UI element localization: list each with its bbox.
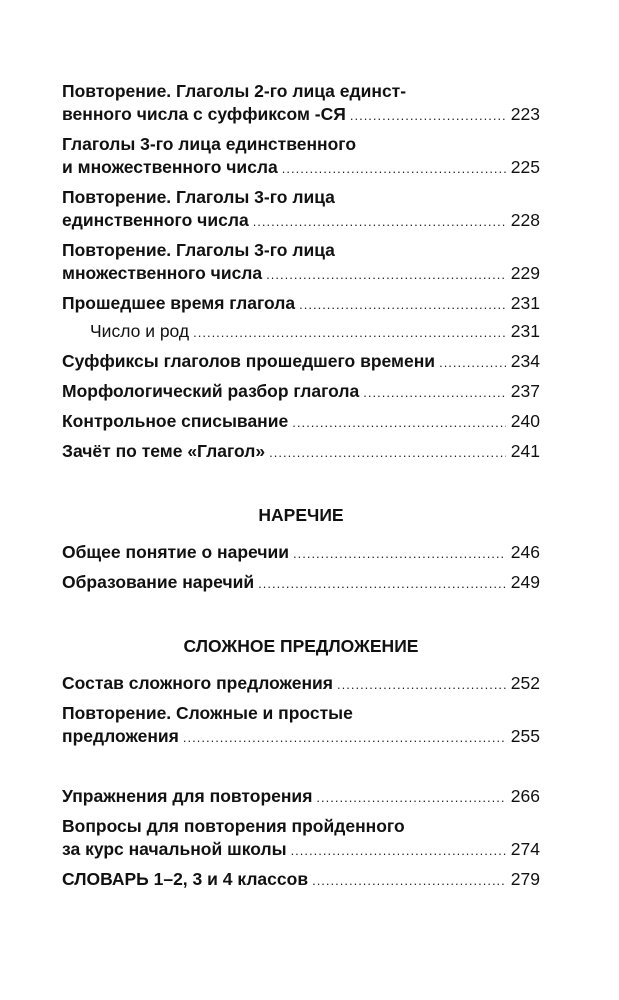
toc-entry-title: Упражнения для повторения xyxy=(62,786,313,806)
toc-entry xyxy=(62,320,540,344)
toc-entry xyxy=(62,380,540,404)
toc-entry xyxy=(62,133,540,180)
toc-entry-title: Повторение. Сложные и простые xyxy=(62,703,353,723)
toc-entry-title: Общее понятие о наречии xyxy=(62,542,289,562)
toc-entry-title: Число и род xyxy=(90,321,190,341)
toc-entry xyxy=(62,571,540,595)
toc-entry-title: Повторение. Глаголы 3-го лица xyxy=(62,187,335,207)
toc-entry-title: единственного числа xyxy=(62,210,249,230)
toc-entry-line xyxy=(62,672,540,696)
toc-entry xyxy=(62,702,540,749)
toc-entry-line xyxy=(62,571,540,595)
dot-leader xyxy=(295,293,506,316)
toc-entry-line xyxy=(62,133,540,156)
toc-section-appendix xyxy=(62,785,540,892)
dot-leader xyxy=(359,381,506,404)
toc-entry-line xyxy=(62,725,540,749)
toc-section-verb xyxy=(62,80,540,464)
toc-entry-title: Глаголы 3-го лица единственного xyxy=(62,134,357,154)
toc-section-complex-sentence xyxy=(62,672,540,749)
dot-leader xyxy=(189,321,506,344)
toc-entry-title: Контрольное списывание xyxy=(62,411,289,431)
dot-leader xyxy=(333,673,506,696)
toc-entry-title: за курс начальной школы xyxy=(62,839,287,859)
toc-entry-line xyxy=(62,702,540,725)
toc-entry-title: СЛОВАРЬ 1–2, 3 и 4 классов xyxy=(62,869,309,889)
toc-entry xyxy=(62,672,540,696)
table-of-contents xyxy=(62,80,540,898)
toc-page-number: 225 xyxy=(510,157,540,177)
toc-entry-line xyxy=(62,103,540,127)
toc-entry-line xyxy=(62,838,540,862)
toc-page-number: 279 xyxy=(510,869,540,889)
toc-page-number: 223 xyxy=(510,104,540,124)
toc-page-number: 266 xyxy=(510,786,540,806)
toc-entry xyxy=(62,186,540,233)
toc-entry-title: и множественного числа xyxy=(62,157,278,177)
toc-entry-title: Повторение. Глаголы 2-го лица единст- xyxy=(62,81,407,101)
section-heading-adverb: НАРЕЧИЕ xyxy=(258,505,344,525)
spacer xyxy=(62,755,540,785)
toc-page-number: 249 xyxy=(510,572,540,592)
dot-leader xyxy=(278,157,506,180)
toc-entry-line xyxy=(62,815,540,838)
toc-entry-line xyxy=(62,868,540,892)
toc-page-number: 246 xyxy=(510,542,540,562)
dot-leader xyxy=(312,786,506,809)
dot-leader xyxy=(287,839,506,862)
toc-entry-title: множественного числа xyxy=(62,263,263,283)
toc-entry-line xyxy=(62,410,540,434)
toc-entry xyxy=(62,541,540,565)
toc-entry-title: Состав сложного предложения xyxy=(62,673,334,693)
toc-entry xyxy=(62,239,540,286)
dot-leader xyxy=(249,210,506,233)
toc-entry-title: Суффиксы глаголов прошедшего времени xyxy=(62,351,436,371)
toc-page-number: 229 xyxy=(510,263,540,283)
dot-leader xyxy=(308,869,506,892)
toc-entry-line xyxy=(62,262,540,286)
toc-page-number: 274 xyxy=(510,839,540,859)
toc-entry xyxy=(62,410,540,434)
dot-leader xyxy=(265,441,506,464)
toc-entry xyxy=(62,785,540,809)
toc-entry-line xyxy=(90,320,540,344)
toc-entry xyxy=(62,868,540,892)
toc-entry-line xyxy=(62,350,540,374)
toc-entry-title: Повторение. Глаголы 3-го лица xyxy=(62,240,335,260)
toc-entry-line xyxy=(62,209,540,233)
toc-entry xyxy=(62,292,540,316)
dot-leader xyxy=(179,726,506,749)
toc-entry-line xyxy=(62,186,540,209)
toc-entry xyxy=(62,815,540,862)
toc-entry xyxy=(62,440,540,464)
toc-entry xyxy=(62,80,540,127)
toc-entry-title: Морфологический разбор глагола xyxy=(62,381,360,401)
toc-entry-title: Вопросы для повторения пройденного xyxy=(62,816,405,836)
toc-entry-line xyxy=(62,80,540,103)
toc-entry-line xyxy=(62,239,540,262)
toc-page-number: 255 xyxy=(510,726,540,746)
toc-page-number: 252 xyxy=(510,673,540,693)
toc-entry-line xyxy=(62,440,540,464)
toc-section-adverb xyxy=(62,541,540,595)
toc-entry-line xyxy=(62,785,540,809)
toc-entry-title: Образование наречий xyxy=(62,572,255,592)
toc-entry xyxy=(62,350,540,374)
dot-leader xyxy=(346,104,506,127)
dot-leader xyxy=(262,263,506,286)
section-heading-complex-sentence: СЛОЖНОЕ ПРЕДЛОЖЕНИЕ xyxy=(183,636,419,656)
toc-entry-line xyxy=(62,156,540,180)
toc-page-number: 241 xyxy=(510,441,540,461)
toc-entry-line xyxy=(62,380,540,404)
toc-page-number: 231 xyxy=(510,321,540,341)
toc-page-number: 237 xyxy=(510,381,540,401)
toc-page-number: 231 xyxy=(510,293,540,313)
toc-entry-title: Зачёт по теме «Глагол» xyxy=(62,441,266,461)
dot-leader xyxy=(288,411,506,434)
toc-entry-title: Прошедшее время глагола xyxy=(62,293,296,313)
dot-leader xyxy=(254,572,506,595)
dot-leader xyxy=(289,542,506,565)
toc-page-number: 240 xyxy=(510,411,540,431)
toc-page-number: 234 xyxy=(510,351,540,371)
toc-entry-title: венного числа с суффиксом -СЯ xyxy=(62,104,346,124)
toc-page-number: 228 xyxy=(510,210,540,230)
toc-entry-line xyxy=(62,292,540,316)
dot-leader xyxy=(435,351,506,374)
toc-entry-line xyxy=(62,541,540,565)
toc-entry-title: предложения xyxy=(62,726,179,746)
